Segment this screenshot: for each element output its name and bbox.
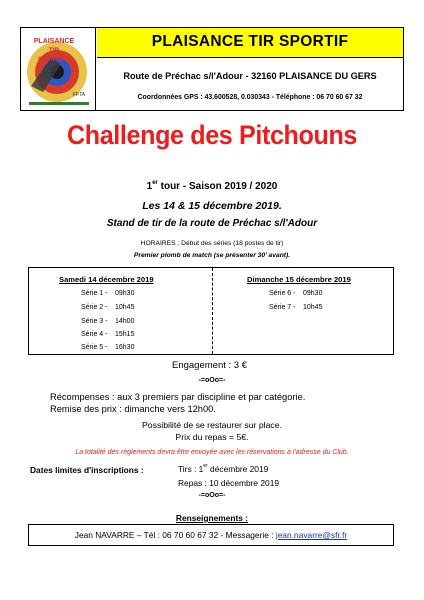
- event-title: Challenge des Pitchouns: [66, 120, 358, 150]
- day1-title: Samedi 14 décembre 2019: [59, 275, 154, 284]
- club-name-band: [97, 28, 403, 58]
- club-logo: [21, 28, 96, 110]
- series-label: Série 4 -: [81, 331, 108, 338]
- series-time: 10h45: [303, 304, 323, 311]
- season-number: 1: [146, 181, 153, 192]
- season-ordinal: er: [152, 180, 158, 186]
- deadline-label: Dates limites d'inscriptions :: [30, 465, 144, 475]
- logo-line-1: PLAISANCE: [33, 38, 75, 45]
- series-label: Série 7 -: [269, 304, 296, 311]
- tirs-prefix: Tirs : 1: [178, 464, 204, 474]
- contact-box: [28, 524, 394, 546]
- season-line: [0, 181, 424, 192]
- series-time: 15h15: [115, 331, 135, 338]
- event-location: Stand de tir de la route de Préchac s/l'Adour: [106, 218, 318, 229]
- meal-deadline: Repas : 10 décembre 2019: [178, 478, 280, 488]
- club-address: Route de Préchac s/l'Adour - 32160 PLAISANCE DU GERS: [123, 71, 377, 81]
- day2-title: Dimanche 15 décembre 2019: [247, 275, 351, 284]
- info-title: Renseignements :: [175, 513, 249, 523]
- payment-note: La totalité des règlements devra être envoyée avec les réservations à l'adresse du Club.: [75, 449, 349, 456]
- series-label: Série 5 -: [81, 344, 108, 351]
- season-text: tour - Saison 2019 / 2020: [157, 181, 278, 192]
- contact-line: [29, 530, 393, 540]
- club-header: [20, 27, 404, 111]
- separator: -=oOo=-: [198, 492, 226, 499]
- series-time: 16h30: [115, 344, 135, 351]
- separator: -=oOo=-: [198, 377, 226, 384]
- series-label: Série 2 -: [81, 304, 108, 311]
- schedule-divider: [212, 268, 213, 354]
- series-label: Série 6 -: [269, 290, 296, 297]
- series-time: 10h45: [115, 304, 135, 311]
- logo-line-4: FFTA: [72, 92, 86, 98]
- logo-line-2: TIR: [48, 47, 60, 54]
- first-shot-note: Premier plomb de match (se présenter 30' avant).: [133, 252, 291, 259]
- series-time: 09h30: [303, 290, 323, 297]
- catering-text: Possibilité de se restaurer sur place.: [141, 420, 283, 430]
- logo-line-3: SPORTIF: [37, 57, 65, 63]
- horaires-note: HORAIRES : Début des séries (18 postes de tir): [140, 240, 284, 247]
- contact-text: Jean NAVARRE – Tél : 06 70 60 67 32 - Messagerie :: [74, 530, 276, 540]
- prize-ceremony-text: Remise des prix : dimanche vers 12h00.: [50, 404, 216, 414]
- tirs-date: décembre 2019: [207, 464, 269, 474]
- tirs-ordinal: er: [203, 463, 208, 469]
- series-label: Série 3 -: [81, 318, 108, 325]
- engagement-fee: Engagement : 3 €: [172, 360, 247, 371]
- club-contact: Coordonnées GPS : 43.600528, 0.030343 - Téléphone : 06 70 60 67 32: [137, 94, 363, 101]
- rewards-text: Récompenses : aux 3 premiers par discipline et par catégorie.: [50, 392, 306, 402]
- series-time: 14h00: [115, 318, 135, 325]
- event-dates: Les 14 & 15 décembre 2019.: [142, 200, 282, 212]
- meal-price-text: Prix du repas = 5€.: [175, 432, 249, 442]
- schedule-table: [28, 267, 394, 355]
- shooting-deadline: [178, 464, 268, 474]
- email-link[interactable]: jean.navarre@sfr.fr: [275, 530, 348, 540]
- series-time: 09h30: [115, 290, 135, 297]
- club-name: PLAISANCE TIR SPORTIF: [151, 33, 349, 50]
- series-label: Série 1 -: [81, 290, 108, 297]
